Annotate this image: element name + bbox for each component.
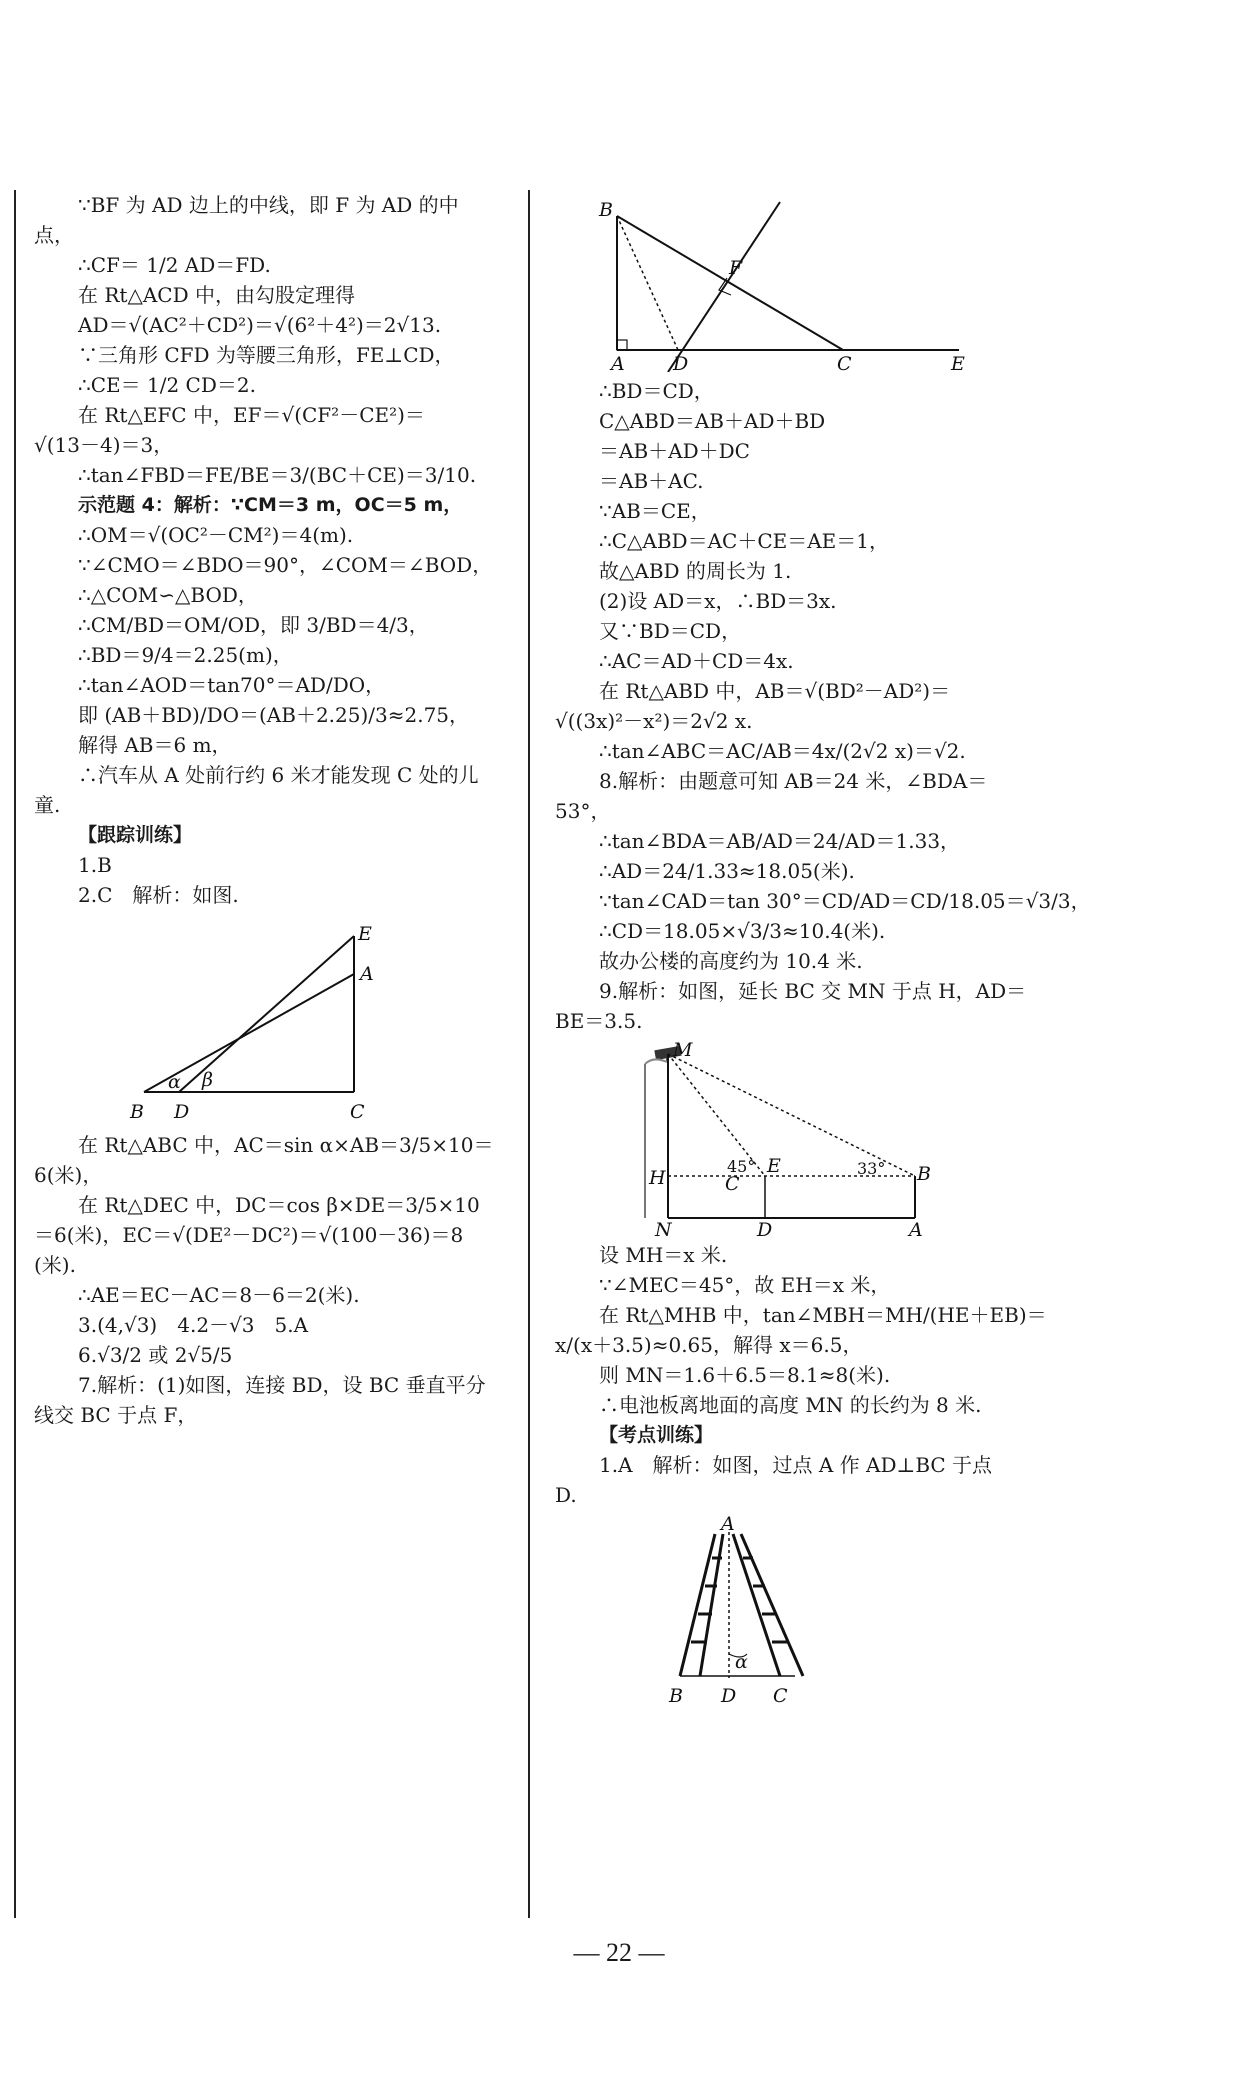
fig3-label: B (917, 1163, 931, 1185)
fig3-label: 45° (727, 1157, 756, 1176)
fig3-label: N (655, 1219, 672, 1236)
fig3-label: A (909, 1219, 923, 1236)
text-line: ＝6(米)，EC＝√(DE²－DC²)＝√(100－36)＝8 (34, 1223, 464, 1247)
text-line: ∴电池板离地面的高度 MN 的长约为 8 米. (599, 1393, 982, 1417)
text-line: C△ABD＝AB＋AD＋BD (599, 409, 826, 433)
text-line: AD＝√(AC²＋CD²)＝√(6²＋4²)＝2√13. (78, 313, 442, 337)
text-line: ∵BF 为 AD 边上的中线，即 F 为 AD 的中 (78, 193, 459, 217)
text-line: 1.A 解析：如图，过点 A 作 AD⊥BC 于点 (599, 1453, 993, 1477)
fig4-label: A (721, 1514, 735, 1535)
text-line: 点， (34, 223, 74, 247)
text-line: ∴BD＝9/4＝2.25(m)， (78, 643, 293, 667)
text-line: ∴AC＝AD＋CD＝4x. (599, 649, 794, 673)
text-line: 解得 AB＝6 m， (78, 733, 232, 757)
figure-perpendicular-bisector (555, 194, 975, 372)
figure-solar-panel (555, 1040, 975, 1236)
column-divider (528, 190, 530, 1918)
text-line: ∴AD＝24/1.33≈18.05(米). (599, 859, 855, 883)
text-line: ∴tan∠AOD＝tan70°＝AD/DO， (78, 673, 386, 697)
text-line: ∵AB＝CE， (599, 499, 711, 523)
text-line: ∵tan∠CAD＝tan 30°＝CD/AD＝CD/18.05＝√3/3， (599, 889, 1091, 913)
text-line: 在 Rt△MHB 中，tan∠MBH＝MH/(HE＋EB)＝ (599, 1303, 1047, 1327)
text-line: 线交 BC 于点 F， (34, 1403, 198, 1427)
text-line: BE＝3.5. (555, 1009, 643, 1033)
text-line: 在 Rt△ABC 中，AC＝sin α×AB＝3/5×10＝ (78, 1133, 494, 1157)
fig1-label: D (673, 353, 689, 372)
text-line: 则 MN＝1.6＋6.5＝8.1≈8(米). (599, 1363, 891, 1387)
fig2-label: B (130, 1101, 144, 1123)
fig2-label: A (360, 963, 374, 985)
text-line: 53°， (555, 799, 611, 823)
text-line: x/(x＋3.5)≈0.65，解得 x＝6.5， (555, 1333, 863, 1357)
text-line: 6.√3/2 或 2√5/5 (78, 1343, 233, 1367)
fig4-label: D (721, 1685, 737, 1707)
section-heading: 【跟踪训练】 (78, 824, 193, 846)
text-line: ∴CF＝ 1/2 AD＝FD. (78, 253, 271, 277)
text-line: ∴△COM∽△BOD， (78, 583, 258, 607)
text-line: ∴C△ABD＝AC＋CE＝AE＝1， (599, 529, 889, 553)
text-line: 设 MH＝x 米. (599, 1243, 728, 1267)
text-line: 故办公楼的高度约为 10.4 米. (599, 949, 863, 973)
text-line: ∴AE＝EC－AC＝8－6＝2(米). (78, 1283, 360, 1307)
text-line: ∴tan∠BDA＝AB/AD＝24/AD＝1.33， (599, 829, 961, 853)
text-line: ∴CE＝ 1/2 CD＝2. (78, 373, 256, 397)
example-heading: 示范题 4：解析：∵CM＝3 m，OC＝5 m， (78, 494, 463, 516)
text-line: 7.解析：(1)如图，连接 BD，设 BC 垂直平分 (78, 1373, 486, 1397)
text-line: ∴tan∠ABC＝AC/AB＝4x/(2√2 x)＝√2. (599, 739, 966, 763)
text-line: ＝AB＋AC. (599, 469, 704, 493)
fig1-label: C (837, 353, 852, 372)
text-line: 童. (34, 793, 61, 817)
text-line: 9.解析：如图，延长 BC 交 MN 于点 H，AD＝ (599, 979, 1027, 1003)
text-line: 2.C 解析：如图. (78, 883, 239, 907)
figure-ladder (555, 1514, 975, 1714)
fig2-label: E (358, 923, 372, 945)
fig3-label: H (649, 1167, 666, 1189)
fig1-label: E (951, 353, 965, 372)
text-line: 在 Rt△DEC 中，DC＝cos β×DE＝3/5×10 (78, 1193, 480, 1217)
text-line: D. (555, 1483, 577, 1507)
text-line: 1.B (78, 853, 112, 877)
text-line: ∴BD＝CD， (599, 379, 714, 403)
text-line: √(13－4)＝3， (34, 433, 174, 457)
text-line: 6(米)， (34, 1163, 103, 1187)
fig4-label: C (773, 1685, 788, 1707)
text-line: ∵∠CMO＝∠BDO＝90°，∠COM＝∠BOD， (78, 553, 493, 577)
text-line: ∴OM＝√(OC²－CM²)＝4(m). (78, 523, 354, 547)
text-line: ∵∠MEC＝45°，故 EH＝x 米， (599, 1273, 891, 1297)
fig3-label: M (673, 1040, 693, 1061)
fig2-label: β (202, 1069, 213, 1091)
section-heading: 【考点训练】 (599, 1424, 714, 1446)
fig4-label: B (669, 1685, 683, 1707)
text-line: √((3x)²－x²)＝2√2 x. (555, 709, 753, 733)
page-number: — 22 — (573, 1938, 665, 1967)
fig3-label: C (725, 1173, 740, 1195)
figure-triangle-alpha-beta (34, 914, 454, 1126)
text-line: ＝AB＋AD＋DC (599, 439, 750, 463)
text-line: (米). (34, 1253, 76, 1277)
text-line: 3.(4,√3) 4.2－√3 5.A (78, 1313, 309, 1337)
fig2-label: α (168, 1071, 181, 1093)
fig2-label: D (174, 1101, 190, 1123)
text-line: 在 Rt△EFC 中，EF＝√(CF²－CE²)＝ (78, 403, 425, 427)
left-column (34, 190, 514, 1430)
fig3-label: E (767, 1155, 781, 1177)
text-line: 在 Rt△ABD 中，AB＝√(BD²－AD²)＝ (599, 679, 951, 703)
text-line: ∵三角形 CFD 为等腰三角形，FE⊥CD， (78, 343, 455, 367)
fig4-label: α (735, 1651, 748, 1673)
fig3-label: 33° (857, 1159, 886, 1178)
fig1-label: A (611, 353, 625, 372)
fig3-label: D (757, 1219, 773, 1236)
text-line: ∴CM/BD＝OM/OD，即 3/BD＝4/3， (78, 613, 429, 637)
text-line: ∴汽车从 A 处前行约 6 米才能发现 C 处的儿 (78, 763, 479, 787)
left-margin-rule (14, 190, 16, 1918)
fig1-label: F (729, 257, 743, 279)
text-line: 即 (AB＋BD)/DO＝(AB＋2.25)/3≈2.75， (78, 703, 470, 727)
right-column (555, 190, 1091, 1718)
text-line: 8.解析：由题意可知 AB＝24 米，∠BDA＝ (599, 769, 988, 793)
text-line: 又∵BD＝CD， (599, 619, 742, 643)
fig2-label: C (350, 1101, 365, 1123)
fig1-label: B (599, 199, 613, 221)
text-line: ∴CD＝18.05×√3/3≈10.4(米). (599, 919, 886, 943)
text-line: ∴tan∠FBD＝FE/BE＝3/(BC＋CE)＝3/10. (78, 463, 477, 487)
text-line: 故△ABD 的周长为 1. (599, 559, 792, 583)
text-line: (2)设 AD＝x，∴BD＝3x. (599, 589, 837, 613)
text-line: 在 Rt△ACD 中，由勾股定理得 (78, 283, 355, 307)
